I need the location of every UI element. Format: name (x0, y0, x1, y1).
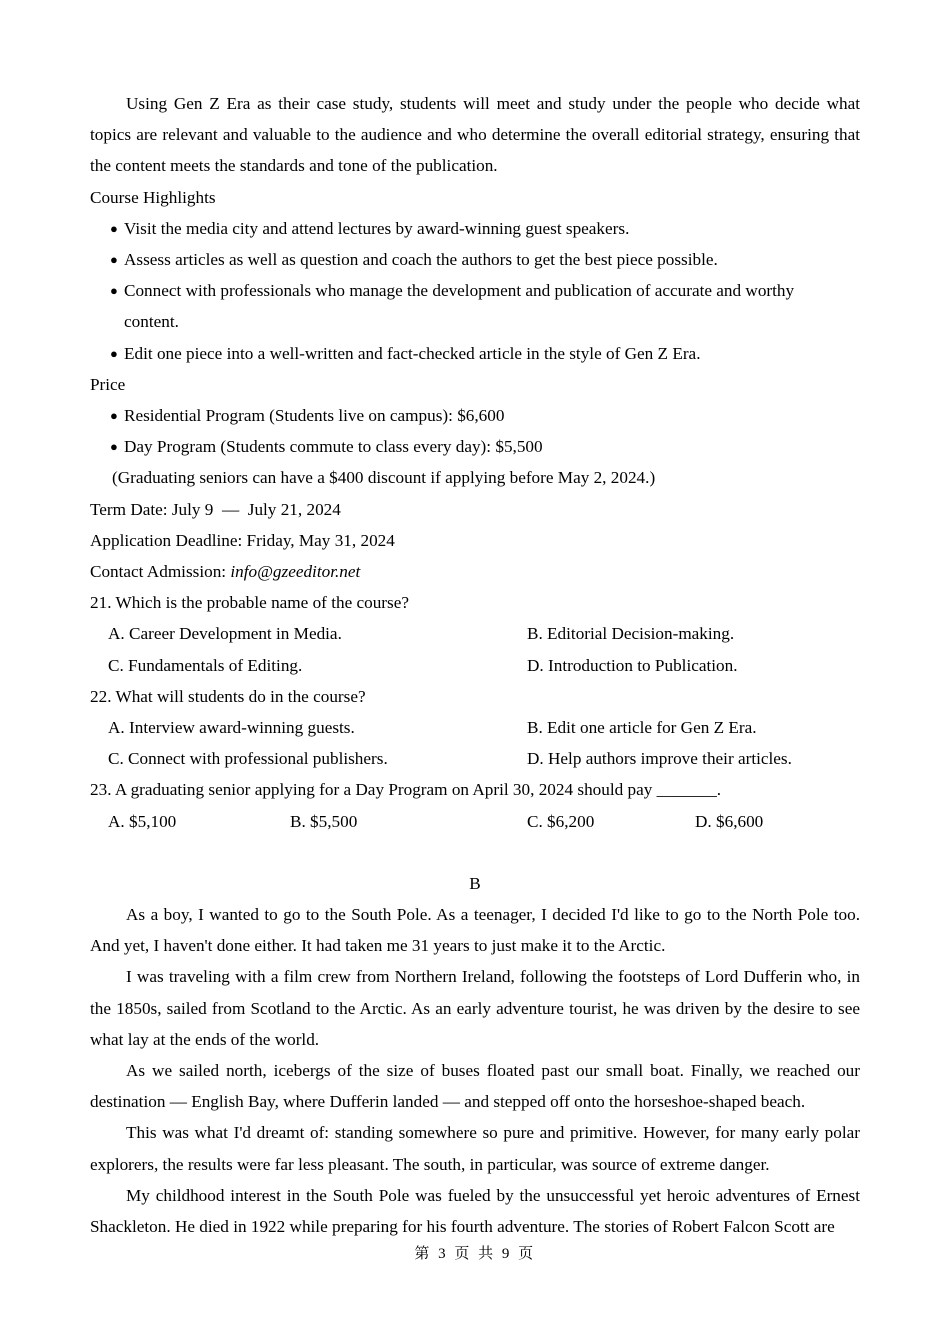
passage-b-paragraph-4: This was what I'd dreamt of: standing somewhere so pure and primitive. However, for many early polar explorers, the results were far less pleasant. The south, in particular, was source of extreme danger. (90, 1123, 860, 1174)
list-item (90, 338, 860, 369)
question-21-option-c[interactable]: C. Fundamentals of Editing. (108, 655, 303, 675)
section-spacer (90, 837, 860, 868)
passage-b-paragraph-2: I was traveling with a film crew from Northern Ireland, following the footsteps of Lord Dufferin who, in the 1850s, sailed from Scotland to the Arctic. As an early adventure tourist, he was driven by the desire to see what lay at the ends of the world. (90, 967, 860, 1049)
passage-b-section-letter: B (469, 873, 481, 893)
list-item (90, 275, 860, 337)
question-22-options-row-1 (90, 712, 860, 743)
price-text: Day Program (Students commute to class every day): $5,500 (124, 437, 543, 457)
highlight-text: Visit the media city and attend lectures by award-winning guest speakers. (124, 218, 630, 238)
question-22-option-c[interactable]: C. Connect with professional publishers. (108, 749, 388, 769)
application-deadline: Application Deadline: Friday, May 31, 2024 (90, 530, 395, 550)
question-23-stem (90, 774, 860, 805)
question-22-option-d[interactable]: D. Help authors improve their articles. (527, 749, 792, 769)
term-date: Term Date: July 9 — July 21, 2024 (90, 499, 341, 519)
price-text: Residential Program (Students live on campus): $6,600 (124, 406, 505, 426)
highlight-text: Edit one piece into a well-written and fact-checked article in the style of Gen Z Era. (124, 343, 701, 363)
list-item (90, 431, 860, 462)
list-item (90, 213, 860, 244)
highlight-text-line1: Connect with professionals who manage the development and publication of accurate and worthy (124, 281, 795, 301)
question-23-stem-prefix: 23. A graduating senior applying for a Day Program on April 30, 2024 should pay (90, 780, 657, 800)
bullet-icon: ● (110, 345, 118, 361)
question-22-options-row-2 (90, 743, 860, 774)
question-22-option-b[interactable]: B. Edit one article for Gen Z Era. (527, 718, 757, 738)
bullet-icon: ● (110, 408, 118, 424)
contact-admission (90, 556, 860, 587)
contact-label: Contact Admission: (90, 562, 231, 582)
question-23-answer-blank[interactable]: _______ (656, 780, 717, 800)
list-item (90, 400, 860, 431)
question-23-option-b[interactable]: B. $5,500 (290, 811, 358, 831)
bullet-icon: ● (110, 283, 118, 299)
question-21-option-d[interactable]: D. Introduction to Publication. (527, 655, 738, 675)
question-21-stem: 21. Which is the probable name of the course? (90, 593, 409, 613)
bullet-icon: ● (110, 220, 118, 236)
question-22-stem: 22. What will students do in the course? (90, 686, 366, 706)
question-21-options-row-1 (90, 618, 860, 649)
course-highlights-list (90, 213, 860, 369)
passage-b-paragraph-1: As a boy, I wanted to go to the South Pole. As a teenager, I decided I'd like to go to the North Pole too. And yet, I haven't done either. It had taken me 31 years to just make it to the Arctic. (90, 905, 860, 956)
highlight-text-line2: content. (124, 312, 179, 332)
page-footer: 第 3 页 共 9 页 (414, 1246, 536, 1262)
bullet-icon: ● (110, 252, 118, 268)
question-21-option-a[interactable]: A. Career Development in Media. (108, 624, 342, 644)
passage-b-paragraph-3: As we sailed north, icebergs of the size of buses floated past our small boat. Finally, we reached our destination — English Bay, where Dufferin landed — and stepped off onto the horseshoe-shaped beach. (90, 1061, 860, 1112)
question-22-option-a[interactable]: A. Interview award-winning guests. (108, 718, 355, 738)
question-23-stem-suffix: . (716, 780, 722, 800)
passage-b-paragraph-5: My childhood interest in the South Pole was fueled by the unsuccessful yet heroic adventures of Ernest Shackleton. He died in 1922 while preparing for his fourth adventure. The stories of Robert Falcon Scott are (90, 1185, 860, 1237)
passage-a-intro-paragraph: Using Gen Z Era as their case study, students will meet and study under the people who decide what topics are relevant and valuable to the audience and who determine the overall editorial strategy, ensuring that the content meets the standards and tone of the publication. (90, 94, 860, 176)
course-highlights-heading: Course Highlights (90, 187, 216, 207)
list-item (90, 244, 860, 275)
bullet-icon: ● (110, 439, 118, 455)
question-23-options-row (90, 806, 860, 837)
page-content (90, 88, 860, 1242)
price-heading: Price (90, 374, 126, 394)
question-23-option-d[interactable]: D. $6,600 (695, 811, 764, 831)
question-21-options-row-2 (90, 650, 860, 681)
discount-note: (Graduating seniors can have a $400 discount if applying before May 2, 2024.) (112, 468, 656, 488)
question-23-option-c[interactable]: C. $6,200 (527, 811, 595, 831)
price-list (90, 400, 860, 462)
contact-email: info@gzeeditor.net (230, 562, 361, 582)
highlight-text: Assess articles as well as question and coach the authors to get the best piece possible. (124, 250, 718, 270)
question-23-option-a[interactable]: A. $5,100 (108, 811, 177, 831)
question-21-option-b[interactable]: B. Editorial Decision-making. (527, 624, 735, 644)
